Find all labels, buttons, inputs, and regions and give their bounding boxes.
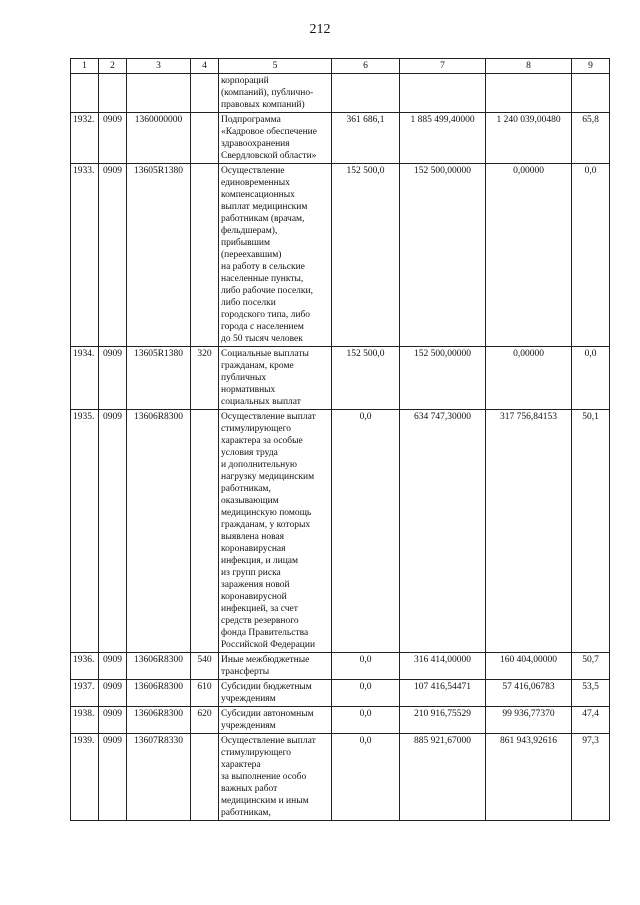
value-col-8: 160 404,00000 <box>486 653 572 680</box>
target-code: 13606R8300 <box>127 653 191 680</box>
table-row <box>71 347 610 410</box>
value-col-7: 152 500,00000 <box>400 164 486 347</box>
row-number: 1935. <box>71 410 99 653</box>
value-col-8: 861 943,92616 <box>486 734 572 821</box>
expense-type-code <box>191 164 219 347</box>
value-col-8 <box>486 74 572 113</box>
column-header: 4 <box>191 59 219 74</box>
table-row <box>71 410 610 653</box>
table-row <box>71 74 610 113</box>
value-col-6: 361 686,1 <box>332 113 400 164</box>
row-number: 1934. <box>71 347 99 410</box>
percent-col-9 <box>572 74 610 113</box>
target-code: 13606R8300 <box>127 410 191 653</box>
budget-table <box>70 58 610 821</box>
expense-type-code <box>191 410 219 653</box>
value-col-6 <box>332 74 400 113</box>
column-header: 3 <box>127 59 191 74</box>
header-row <box>71 59 610 74</box>
column-header: 5 <box>219 59 332 74</box>
percent-col-9: 65,8 <box>572 113 610 164</box>
expense-type-code: 620 <box>191 707 219 734</box>
row-number: 1932. <box>71 113 99 164</box>
row-number <box>71 74 99 113</box>
value-col-6: 152 500,0 <box>332 164 400 347</box>
expense-type-code <box>191 74 219 113</box>
target-code: 1360000000 <box>127 113 191 164</box>
percent-col-9: 50,7 <box>572 653 610 680</box>
row-number: 1933. <box>71 164 99 347</box>
table-row <box>71 164 610 347</box>
value-col-7: 210 916,75529 <box>400 707 486 734</box>
section-code: 0909 <box>99 653 127 680</box>
value-col-7: 885 921,67000 <box>400 734 486 821</box>
table-row <box>71 680 610 707</box>
table-row <box>71 113 610 164</box>
expense-type-code: 610 <box>191 680 219 707</box>
expense-type-code <box>191 113 219 164</box>
percent-col-9: 0,0 <box>572 164 610 347</box>
value-col-7: 316 414,00000 <box>400 653 486 680</box>
table-row <box>71 734 610 821</box>
section-code: 0909 <box>99 113 127 164</box>
value-col-6: 0,0 <box>332 653 400 680</box>
item-name: Иные межбюджетные трансферты <box>219 653 332 680</box>
target-code: 13605R1380 <box>127 164 191 347</box>
target-code: 13606R8300 <box>127 707 191 734</box>
column-header: 2 <box>99 59 127 74</box>
page-number: 212 <box>309 22 331 37</box>
item-name: Осуществление выплат стимулирующего характера за выполнение особо важных работ медицинским и иным работникам, <box>219 734 332 821</box>
section-code: 0909 <box>99 347 127 410</box>
table-row <box>71 653 610 680</box>
percent-col-9: 47,4 <box>572 707 610 734</box>
value-col-7: 107 416,54471 <box>400 680 486 707</box>
value-col-8: 1 240 039,00480 <box>486 113 572 164</box>
section-code: 0909 <box>99 707 127 734</box>
value-col-7: 1 885 499,40000 <box>400 113 486 164</box>
column-header: 1 <box>71 59 99 74</box>
target-code: 13607R8330 <box>127 734 191 821</box>
percent-col-9: 97,3 <box>572 734 610 821</box>
value-col-7: 634 747,30000 <box>400 410 486 653</box>
value-col-7: 152 500,00000 <box>400 347 486 410</box>
column-header: 9 <box>572 59 610 74</box>
column-header: 8 <box>486 59 572 74</box>
value-col-6: 0,0 <box>332 707 400 734</box>
column-header: 6 <box>332 59 400 74</box>
row-number: 1936. <box>71 653 99 680</box>
column-header: 7 <box>400 59 486 74</box>
value-col-6: 0,0 <box>332 734 400 821</box>
value-col-7 <box>400 74 486 113</box>
row-number: 1939. <box>71 734 99 821</box>
expense-type-code <box>191 734 219 821</box>
item-name: Субсидии бюджетным учреждениям <box>219 680 332 707</box>
expense-type-code: 540 <box>191 653 219 680</box>
value-col-8: 0,00000 <box>486 164 572 347</box>
value-col-6: 0,0 <box>332 410 400 653</box>
item-name: корпораций (компаний), публично- правовых компаний) <box>219 74 332 113</box>
value-col-8: 99 936,77370 <box>486 707 572 734</box>
row-number: 1938. <box>71 707 99 734</box>
target-code <box>127 74 191 113</box>
section-code: 0909 <box>99 734 127 821</box>
value-col-8: 57 416,06783 <box>486 680 572 707</box>
table-row <box>71 707 610 734</box>
item-name: Подпрограмма «Кадровое обеспечение здравоохранения Свердловской области» <box>219 113 332 164</box>
item-name: Осуществление единовременных компенсационных выплат медицинским работникам (врачам, фельдшерам), прибывшим (переехавшим) на работу в сельские населенные пункты, либо рабочие поселки, либо поселки городского типа, либо города с населением до 50 тысяч человек <box>219 164 332 347</box>
row-number: 1937. <box>71 680 99 707</box>
percent-col-9: 53,5 <box>572 680 610 707</box>
item-name: Субсидии автономным учреждениям <box>219 707 332 734</box>
value-col-6: 152 500,0 <box>332 347 400 410</box>
item-name: Социальные выплаты гражданам, кроме публичных нормативных социальных выплат <box>219 347 332 410</box>
section-code: 0909 <box>99 680 127 707</box>
target-code: 13605R1380 <box>127 347 191 410</box>
value-col-8: 317 756,84153 <box>486 410 572 653</box>
section-code: 0909 <box>99 410 127 653</box>
expense-type-code: 320 <box>191 347 219 410</box>
target-code: 13606R8300 <box>127 680 191 707</box>
section-code: 0909 <box>99 164 127 347</box>
section-code <box>99 74 127 113</box>
percent-col-9: 50,1 <box>572 410 610 653</box>
value-col-6: 0,0 <box>332 680 400 707</box>
item-name: Осуществление выплат стимулирующего характера за особые условия труда и дополнительную нагрузку медицинским работникам, оказывающим медицинскую помощь гражданам, у которых выявлена новая коронавирусная инфекция, и лицам из групп риска заражения новой коронавирусной инфекцией, за счет средств резервного фонда Правительства Российской Федерации <box>219 410 332 653</box>
value-col-8: 0,00000 <box>486 347 572 410</box>
percent-col-9: 0,0 <box>572 347 610 410</box>
